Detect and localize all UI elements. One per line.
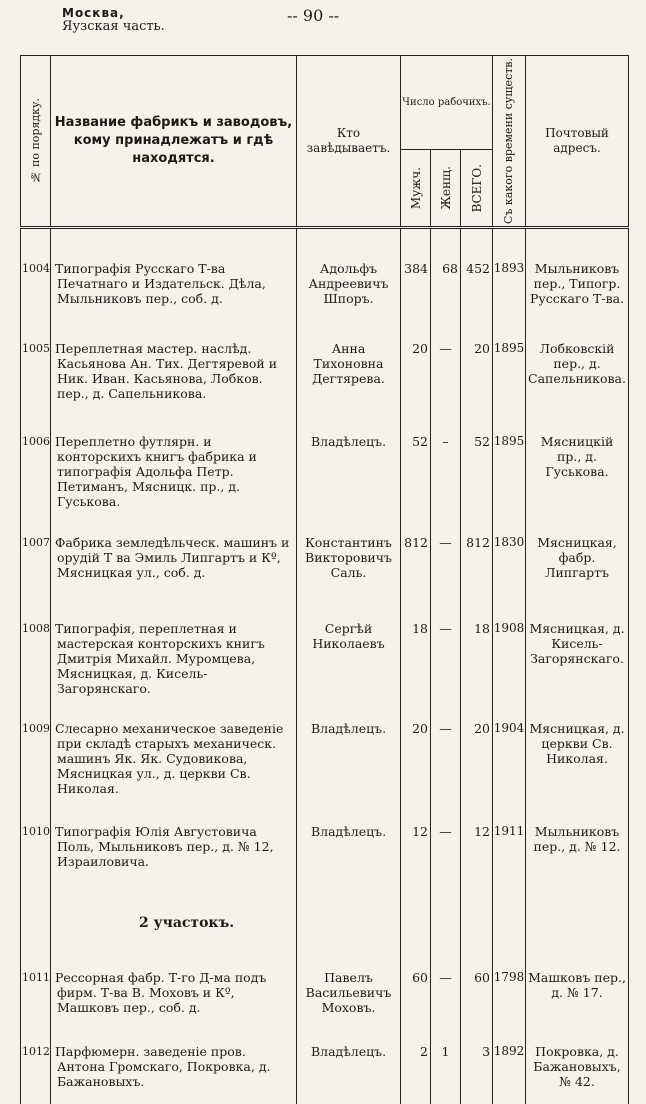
table-cell bbox=[21, 228, 51, 236]
table-cell: 60 bbox=[401, 970, 431, 1044]
table-cell: — bbox=[431, 341, 461, 434]
table-cell: Фабрика земледѣльческ. машинъ и орудій Т ва Эмиль Липгартъ и Кº, Мясницкая ул., соб. д. bbox=[51, 535, 297, 621]
table-row bbox=[21, 341, 629, 434]
table-cell: — bbox=[431, 970, 461, 1044]
table-cell: 2 bbox=[401, 1044, 431, 1104]
table-cell: 20 bbox=[401, 721, 431, 824]
table-cell: 1830 bbox=[493, 535, 526, 621]
table-cell: 1012 bbox=[21, 1044, 51, 1104]
table-cell bbox=[51, 235, 297, 261]
table-row bbox=[21, 535, 629, 621]
page-header bbox=[62, 6, 165, 34]
table-cell: 52 bbox=[461, 434, 493, 535]
col-manager: Кто завѣдываетъ. bbox=[297, 56, 401, 228]
table-cell: 20 bbox=[401, 341, 431, 434]
table-cell: 52 bbox=[401, 434, 431, 535]
table-row bbox=[21, 970, 629, 1044]
table-cell: Типографія, переплетная и мастерская конторскихъ книгъ Дмитрія Михайл. Муромцева, Мясницкая, д. Кисель-Загорянскаго. bbox=[51, 621, 297, 721]
table-cell: Павелъ Васильевичъ Моховъ. bbox=[297, 970, 401, 1044]
table-cell: Типографія Юлія Августовича Поль, Мыльниковъ пер., д. № 12, Израиловича. bbox=[51, 824, 297, 904]
table-cell: 1005 bbox=[21, 341, 51, 434]
table-cell: Владѣлецъ. bbox=[297, 824, 401, 904]
table-cell: Парфюмерн. заведеніе пров. Антона Громскаго, Покровка, д. Бажановыхъ. bbox=[51, 1044, 297, 1104]
table-cell: 18 bbox=[461, 621, 493, 721]
table-cell: Покровка, д. Бажановыхъ, № 42. bbox=[526, 1044, 629, 1104]
table-cell: 60 bbox=[461, 970, 493, 1044]
table-cell: Константинъ Викторовичъ Саль. bbox=[297, 535, 401, 621]
table-cell: 384 bbox=[401, 261, 431, 341]
table-cell bbox=[51, 228, 297, 236]
factory-table bbox=[20, 55, 629, 1104]
table-row bbox=[21, 1044, 629, 1104]
table-cell bbox=[493, 235, 526, 261]
table-cell: 1008 bbox=[21, 621, 51, 721]
table-row bbox=[21, 434, 629, 535]
table-cell: Мясницкая, д. Кисель-Загорянскаго. bbox=[526, 621, 629, 721]
table-cell: 20 bbox=[461, 341, 493, 434]
table-cell bbox=[431, 904, 461, 970]
table-cell: Лобковскій пер., д. Сапельникова. bbox=[526, 341, 629, 434]
table-cell: 1 bbox=[431, 1044, 461, 1104]
table-cell: Переплетная мастер. наслѣд. Касьянова Ан. Тих. Дегтяревой и Ник. Иван. Касьянова, Лобков. пер., д. Сапельникова. bbox=[51, 341, 297, 434]
table-cell: — bbox=[431, 824, 461, 904]
table-cell: 12 bbox=[461, 824, 493, 904]
col-address: Почтовый адресъ. bbox=[526, 56, 629, 228]
table-cell: Мыльниковъ пер., д. № 12. bbox=[526, 824, 629, 904]
table-cell: 812 bbox=[401, 535, 431, 621]
table-cell: 1010 bbox=[21, 824, 51, 904]
table-cell: 12 bbox=[401, 824, 431, 904]
table-cell: 1006 bbox=[21, 434, 51, 535]
col-name: Название фабрикъ и заводовъ, кому принадлежатъ и гдѣ находятся. bbox=[51, 56, 297, 228]
table-cell: Типографія Русскаго Т-ва Печатнаго и Издательск. Дѣла, Мыльниковъ пер., соб. д. bbox=[51, 261, 297, 341]
col-num: № по порядку. bbox=[21, 56, 51, 228]
table-cell: Адольфъ Андреевичъ Шпоръ. bbox=[297, 261, 401, 341]
table-cell: 1904 bbox=[493, 721, 526, 824]
table-cell: Мыльниковъ пер., Типогр. Русскаго Т-ва. bbox=[526, 261, 629, 341]
table-cell: 812 bbox=[461, 535, 493, 621]
table-cell bbox=[297, 904, 401, 970]
table-cell bbox=[297, 228, 401, 236]
table-cell bbox=[297, 235, 401, 261]
table-cell: 68 bbox=[431, 261, 461, 341]
city-label: Москва, bbox=[62, 6, 125, 20]
table-cell: — bbox=[431, 721, 461, 824]
col-total: ВСЕГО. bbox=[461, 150, 493, 228]
table-cell: Анна Тихоновна Дегтярева. bbox=[297, 341, 401, 434]
table-cell bbox=[526, 235, 629, 261]
table-cell bbox=[431, 228, 461, 236]
table-header bbox=[21, 56, 629, 150]
table-cell: 1004 bbox=[21, 261, 51, 341]
table-cell: 18 bbox=[401, 621, 431, 721]
section-row bbox=[21, 904, 629, 970]
table-cell bbox=[461, 235, 493, 261]
table-cell: 1798 bbox=[493, 970, 526, 1044]
table-row bbox=[21, 824, 629, 904]
table-cell: – bbox=[431, 434, 461, 535]
table-cell: 1911 bbox=[493, 824, 526, 904]
col-workers: Число рабочихъ. bbox=[401, 56, 493, 150]
district-label: Яузская часть. bbox=[62, 19, 165, 34]
col-men: Мужч. bbox=[401, 150, 431, 228]
table-cell bbox=[493, 904, 526, 970]
table-cell: — bbox=[431, 535, 461, 621]
table-cell: Рессорная фабр. Т-го Д-ма подъ фирм. Т-ва В. Моховъ и Кº, Машковъ пер., соб. д. bbox=[51, 970, 297, 1044]
col-year: Съ какого времени существ. bbox=[493, 56, 526, 228]
table-row bbox=[21, 721, 629, 824]
table-cell bbox=[21, 904, 51, 970]
table-row bbox=[21, 261, 629, 341]
table-cell: Владѣлецъ. bbox=[297, 434, 401, 535]
table-cell: Переплетно футлярн. и конторскихъ книгъ фабрика и типографія Адольфа Петр. Петиманъ, Мясницк. пр., д. Гуськова. bbox=[51, 434, 297, 535]
table-cell: 20 bbox=[461, 721, 493, 824]
table-cell bbox=[526, 904, 629, 970]
section-title: 2 участокъ. bbox=[51, 904, 297, 970]
table-cell: 1007 bbox=[21, 535, 51, 621]
table-cell: Машковъ пер., д. № 17. bbox=[526, 970, 629, 1044]
table-cell: Владѣлецъ. bbox=[297, 721, 401, 824]
table-cell: 1908 bbox=[493, 621, 526, 721]
table-cell: 1011 bbox=[21, 970, 51, 1044]
table-cell: Мясницкая, д. церкви Св. Николая. bbox=[526, 721, 629, 824]
table-cell: 1895 bbox=[493, 341, 526, 434]
table-cell: 1009 bbox=[21, 721, 51, 824]
table-cell: — bbox=[431, 621, 461, 721]
table-cell: 3 bbox=[461, 1044, 493, 1104]
table-cell: Слесарно механическое заведеніе при складѣ старыхъ механическ. машинъ Як. Як. Судовикова, Мясницкая ул., д. церкви Св. Николая. bbox=[51, 721, 297, 824]
page-number: -- 90 -- bbox=[287, 6, 340, 25]
table-cell bbox=[493, 228, 526, 236]
table-cell bbox=[401, 904, 431, 970]
table-cell bbox=[401, 235, 431, 261]
table-cell: 452 bbox=[461, 261, 493, 341]
table-cell bbox=[461, 228, 493, 236]
table-cell bbox=[401, 228, 431, 236]
table-cell: 1895 bbox=[493, 434, 526, 535]
table-cell: 1893 bbox=[493, 261, 526, 341]
table-cell: Владѣлецъ. bbox=[297, 1044, 401, 1104]
col-women: Женщ. bbox=[431, 150, 461, 228]
table-cell bbox=[526, 228, 629, 236]
table-cell: Мясницкая, фабр. Липгартъ bbox=[526, 535, 629, 621]
table-row bbox=[21, 621, 629, 721]
table-cell: 1892 bbox=[493, 1044, 526, 1104]
table-cell: Сергѣй Николаевъ bbox=[297, 621, 401, 721]
table-cell bbox=[461, 904, 493, 970]
table-cell bbox=[21, 235, 51, 261]
table-cell: Мясницкій пр., д. Гуськова. bbox=[526, 434, 629, 535]
table-cell bbox=[431, 235, 461, 261]
